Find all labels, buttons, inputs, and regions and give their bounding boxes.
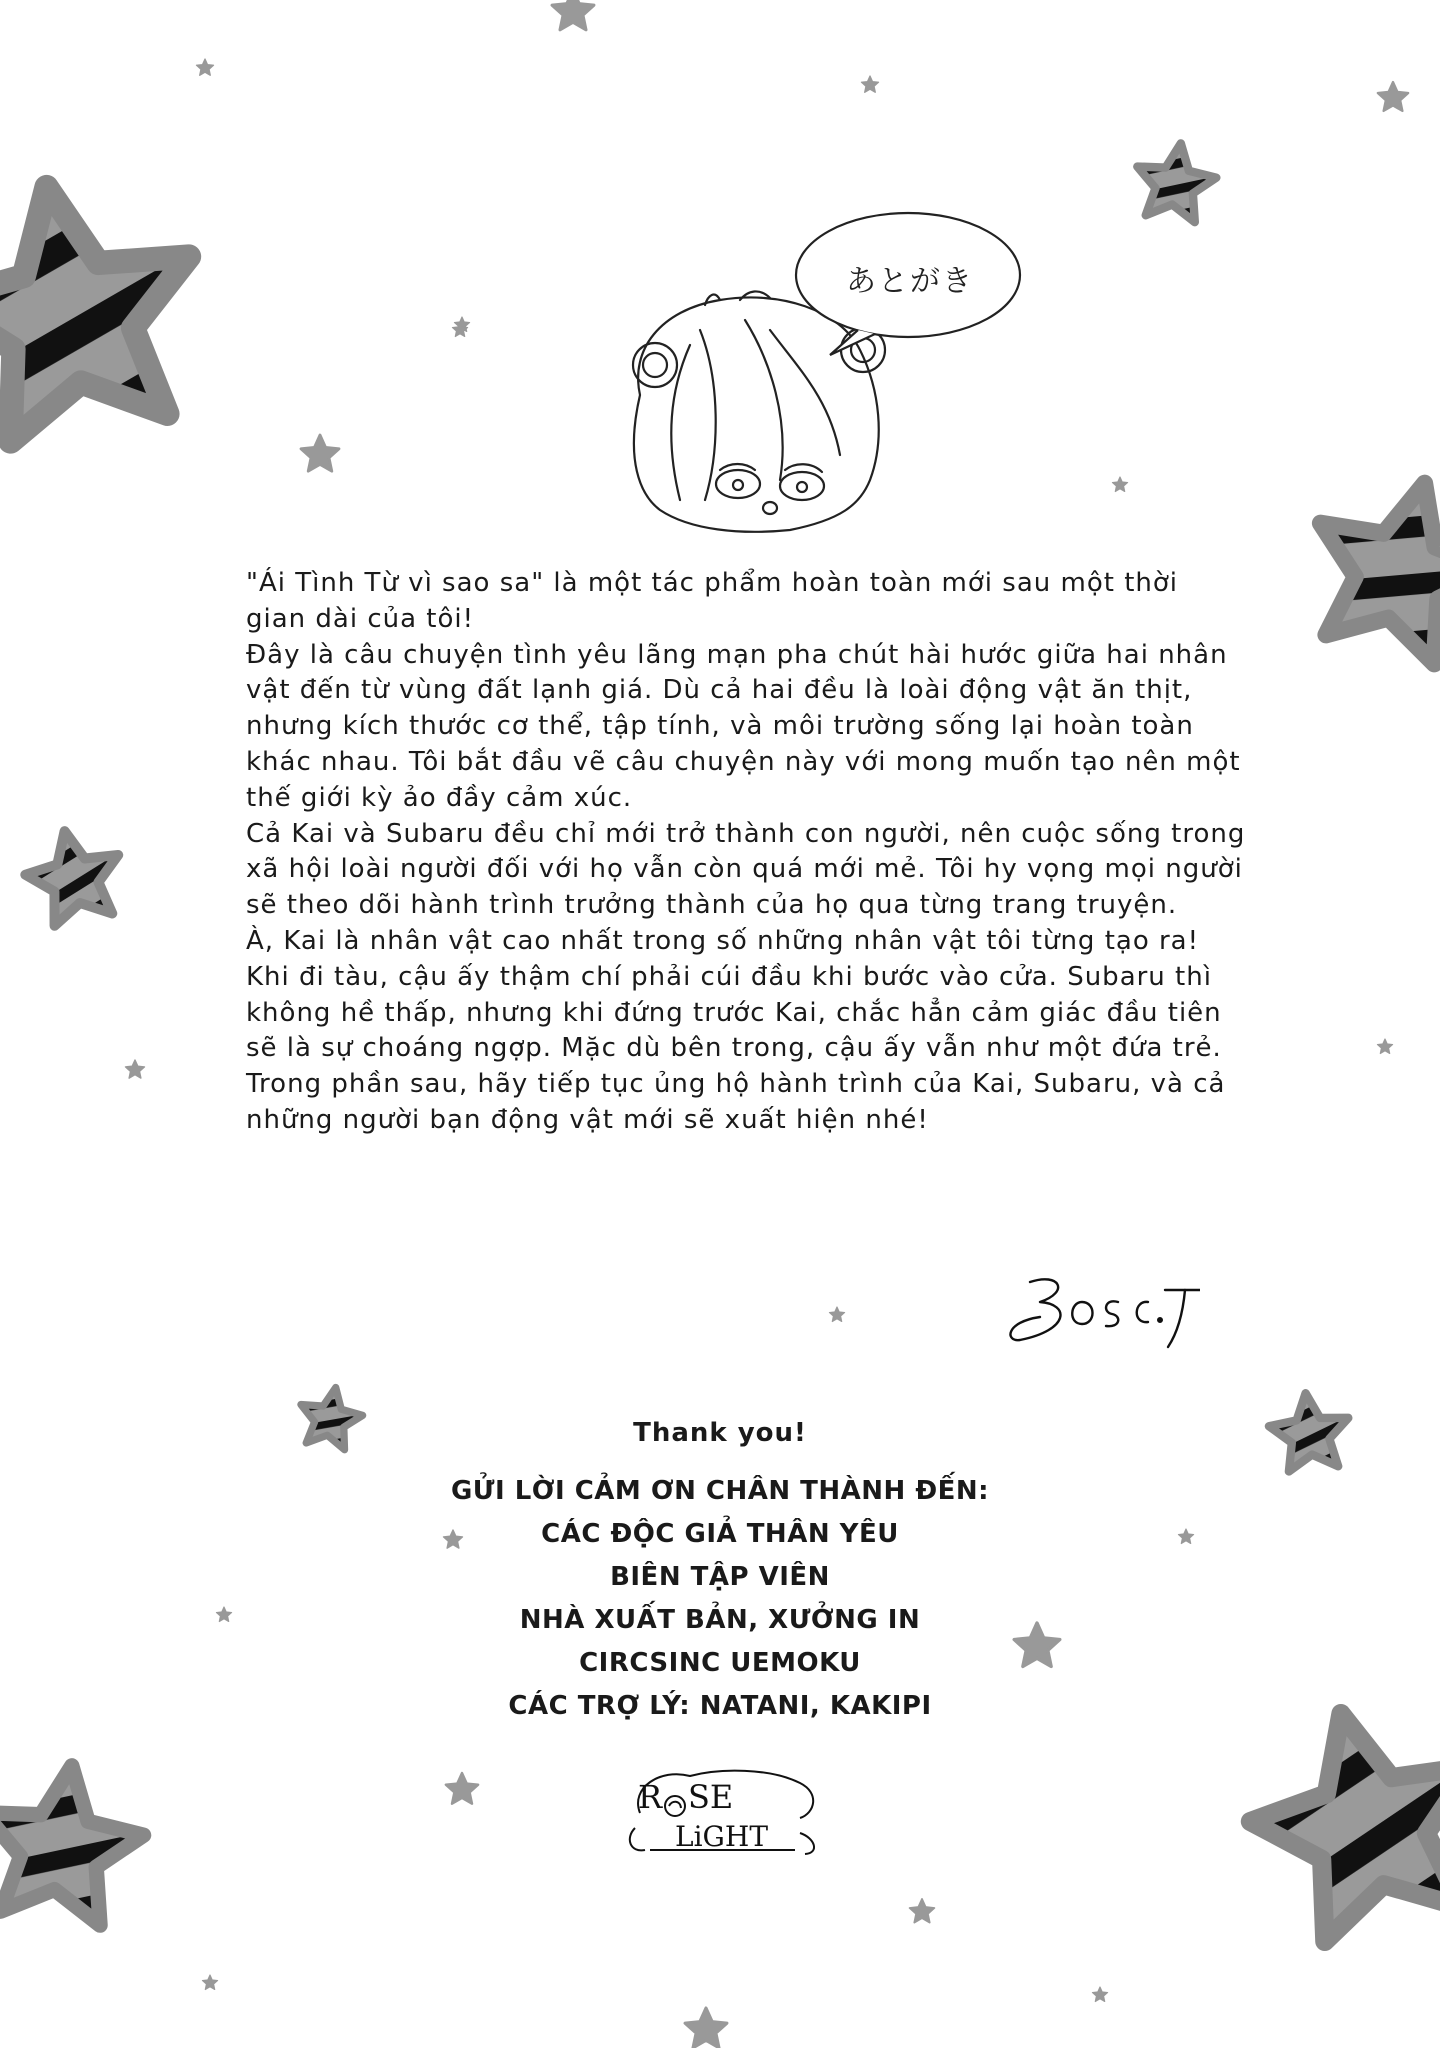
star-icon <box>294 1382 366 1452</box>
star-icon <box>1293 460 1440 673</box>
star-icon <box>1131 138 1221 224</box>
credits-section <box>380 1418 1060 1728</box>
credit-line: CÁC ĐỘC GIẢ THÂN YÊU <box>541 1519 899 1549</box>
letter-paragraph: Cả Kai và Subaru đều chỉ mới trở thành con người, nên cuộc sống trong xã hội loài người đối với họ vẫn còn quá mới mẻ. Tôi hy vọng mọi người sẽ theo dõi hành trình trưởng thành của họ qua từng trang truyện. <box>246 818 1246 921</box>
credit-line: CÁC TRỢ LÝ: NATANI, KAKIPI <box>508 1691 932 1721</box>
svg-text:SE: SE <box>688 1778 734 1816</box>
svg-text:LiGHT: LiGHT <box>675 1820 769 1853</box>
star-icon <box>0 165 215 450</box>
afterword-letter <box>246 566 1246 1139</box>
letter-paragraph: "Ái Tình Từ vì sao sa" là một tác phẩm hoàn toàn mới sau một thời gian dài của tôi! <box>246 568 1179 634</box>
credit-line: CIRCSINC UEMOKU <box>579 1648 861 1678</box>
star-icon <box>1266 1389 1353 1473</box>
rose-light-logo <box>620 1758 830 1858</box>
star-icon <box>0 1755 152 1930</box>
author-signature <box>1000 1262 1200 1362</box>
svg-text:R: R <box>638 1778 663 1816</box>
letter-paragraph: À, Kai là nhân vật cao nhất trong số những nhân vật tôi từng tạo ra! Khi đi tàu, cậu ấy thậm chí phải cúi đầu khi bước vào cửa. Subaru thì không hề thấp, nhưng khi đứng trước Kai, chắc hẳn cảm giác đầu tiên sẽ là sự choáng ngợp. Mặc dù bên trong, cậu ấy vẫn như một đứa trẻ. <box>246 925 1222 1064</box>
star-icon <box>18 821 130 929</box>
speech-bubble-text: あとがき <box>846 264 974 299</box>
star-icon <box>1230 1686 1440 1952</box>
credit-line: BIÊN TẬP VIÊN <box>610 1562 830 1592</box>
credit-line: NHÀ XUẤT BẢN, XƯỞNG IN <box>519 1605 921 1635</box>
letter-paragraph: Đây là câu chuyện tình yêu lãng mạn pha chút hài hước giữa hai nhân vật đến từ vùng đất lạnh giá. Dù cả hai đều là loài động vật ăn thịt, nhưng kích thước cơ thể, tập tính, và môi trường sống lại hoàn toàn khác nhau. Tôi bắt đầu vẽ câu chuyện này với mong muốn tạo nên một thế giới kỳ ảo đầy cảm xúc. <box>246 639 1241 813</box>
credit-line: GỬI LỜI CẢM ƠN CHÂN THÀNH ĐẾN: <box>450 1476 990 1506</box>
letter-paragraph: Trong phần sau, hãy tiếp tục ủng hộ hành trình của Kai, Subaru, và cả những người bạn động vật mới sẽ xuất hiện nhé! <box>246 1069 1226 1135</box>
thank-you-heading: Thank you! <box>633 1418 807 1448</box>
